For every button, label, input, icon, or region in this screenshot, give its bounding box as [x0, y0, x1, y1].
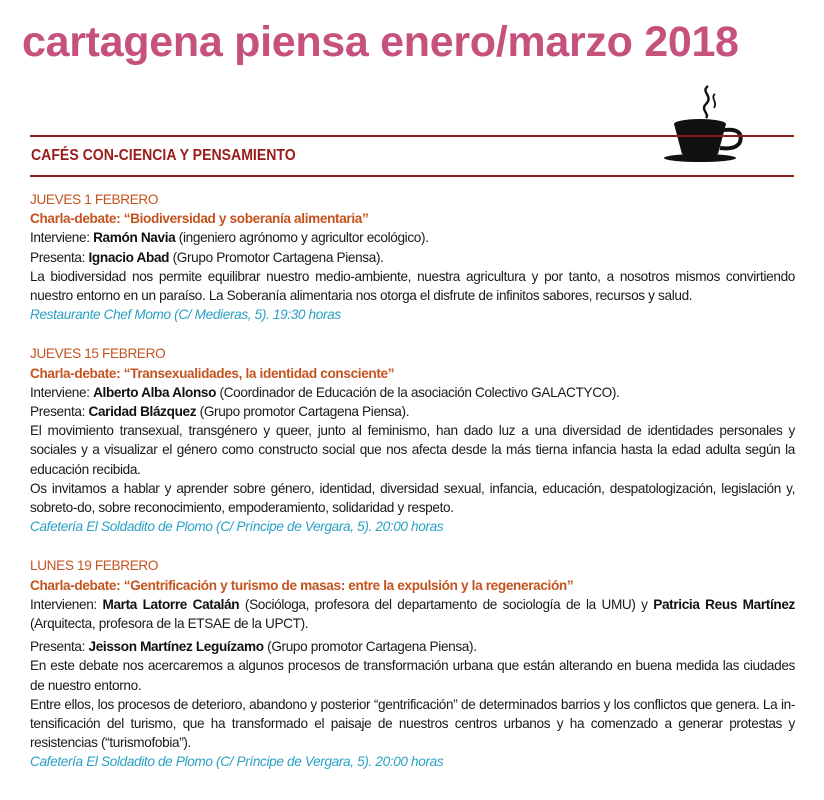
- event-talk-title: Charla-debate: “Biodiversidad y soberanía alimentaria”: [30, 211, 369, 227]
- speaker-role: (ingeniero agrónomo y agricultor ecológico).: [178, 230, 429, 246]
- event-description-2: Os invitamos a hablar y aprender sobre género, identidad, diversidad sexual, infancia, educación, despatologización, legislación y, sobreto-do, sobre reconocimiento, empoderamiento, solidaridad y respeto.: [30, 480, 795, 516]
- event-item: [30, 344, 795, 536]
- speaker-role: (Coordinador de Educación de la asociación Colectivo GALACTYCO).: [219, 384, 620, 400]
- event-description: En este debate nos acercaremos a algunos procesos de transformación urbana que están alterando en buena medida las ciudades de nuestro entorno.: [30, 658, 795, 693]
- presenter-label: Presenta:: [30, 404, 86, 420]
- event-speaker: [30, 383, 795, 402]
- event-list: [30, 190, 795, 792]
- bottom-divider: [30, 175, 794, 177]
- event-description: La biodiversidad nos permite equilibrar nuestro medio-ambiente, nuestra agricultura y por tanto, a nosotros mismos convirtiendo nuestro entorno en un paraíso. La Soberanía alimentaria nos otorga el disfrute de infinitos sabores, recursos y salud.: [30, 268, 795, 304]
- speaker-name: Ramón Navia: [93, 230, 176, 246]
- event-description: El movimiento transexual, transgénero y queer, junto al feminismo, han dado luz a una diversidad de identidades personales y sociales y a visualizar el género como constructo social que nos afecta desde la más tierna infancia hasta la edad adulta según la educación recibida.: [30, 423, 795, 477]
- event-venue: Cafetería El Soldadito de Plomo (C/ Príncipe de Vergara, 5). 20:00 horas: [30, 519, 444, 535]
- event-presenter: [30, 637, 795, 656]
- speaker-label: Intervienen:: [30, 596, 97, 612]
- speaker-role: (Socióloga, profesora del departamento de sociología de la UMU) y: [244, 596, 648, 612]
- speaker-label: Interviene:: [30, 230, 90, 246]
- coffee-cup-icon: [660, 84, 750, 166]
- presenter-name: Caridad Blázquez: [88, 404, 197, 420]
- presenter-role: (Grupo promotor Cartagena Piensa).: [267, 639, 477, 655]
- speaker-label: Interviene:: [30, 384, 90, 400]
- event-date: JUEVES 1 FEBRERO: [30, 192, 159, 207]
- speaker-name: Alberto Alba Alonso: [93, 384, 217, 400]
- speaker-2-role: (Arquitecta, profesora de la ETSAE de la UPCT).: [30, 616, 309, 632]
- speaker-name: Marta Latorre Catalán: [102, 596, 240, 612]
- top-divider: [30, 135, 794, 137]
- event-talk-title: Charla-debate: “Transexualidades, la identidad consciente”: [30, 365, 395, 381]
- event-date: JUEVES 15 FEBRERO: [30, 346, 166, 362]
- event-date: LUNES 19 FEBRERO: [30, 558, 159, 574]
- event-speaker: [30, 228, 795, 247]
- event-presenter: [30, 248, 795, 267]
- presenter-name: Jeisson Martínez Leguízamo: [88, 639, 264, 655]
- section-heading: CAFÉS CON-CIENCIA Y PENSAMIENTO: [31, 147, 296, 164]
- presenter-role: (Grupo promotor Cartagena Piensa).: [199, 404, 410, 420]
- event-item: [30, 190, 795, 324]
- presenter-name: Ignacio Abad: [88, 249, 170, 265]
- event-item: [30, 556, 795, 771]
- event-speakers: [30, 595, 795, 633]
- event-venue: Cafetería El Soldadito de Plomo (C/ Príncipe de Vergara, 5). 20:00 horas: [30, 754, 444, 770]
- presenter-role: (Grupo Promotor Cartagena Piensa).: [172, 249, 384, 265]
- event-talk-title: Charla-debate: “Gentrificación y turismo de masas: entre la expulsión y la regeneración”: [30, 577, 574, 593]
- speaker-2-name: Patricia Reus Martínez: [653, 596, 795, 612]
- event-description-2: Entre ellos, los procesos de deterioro, abandono y posterior “gentrificación” de determinados barrios y los conflictos que genera. La in-tensificación del turismo, que ha transformado el paisaje de nuestros centros urbanos y ha comenzado a generar protestas y resistencias (“turismofobia”).: [30, 696, 795, 751]
- page-title: cartagena piensa enero/marzo 2018: [22, 18, 739, 66]
- presenter-label: Presenta:: [30, 639, 86, 655]
- presenter-label: Presenta:: [30, 249, 86, 265]
- event-venue: Restaurante Chef Momo (C/ Medieras, 5). 19:30 horas: [30, 307, 341, 323]
- event-presenter: [30, 402, 795, 421]
